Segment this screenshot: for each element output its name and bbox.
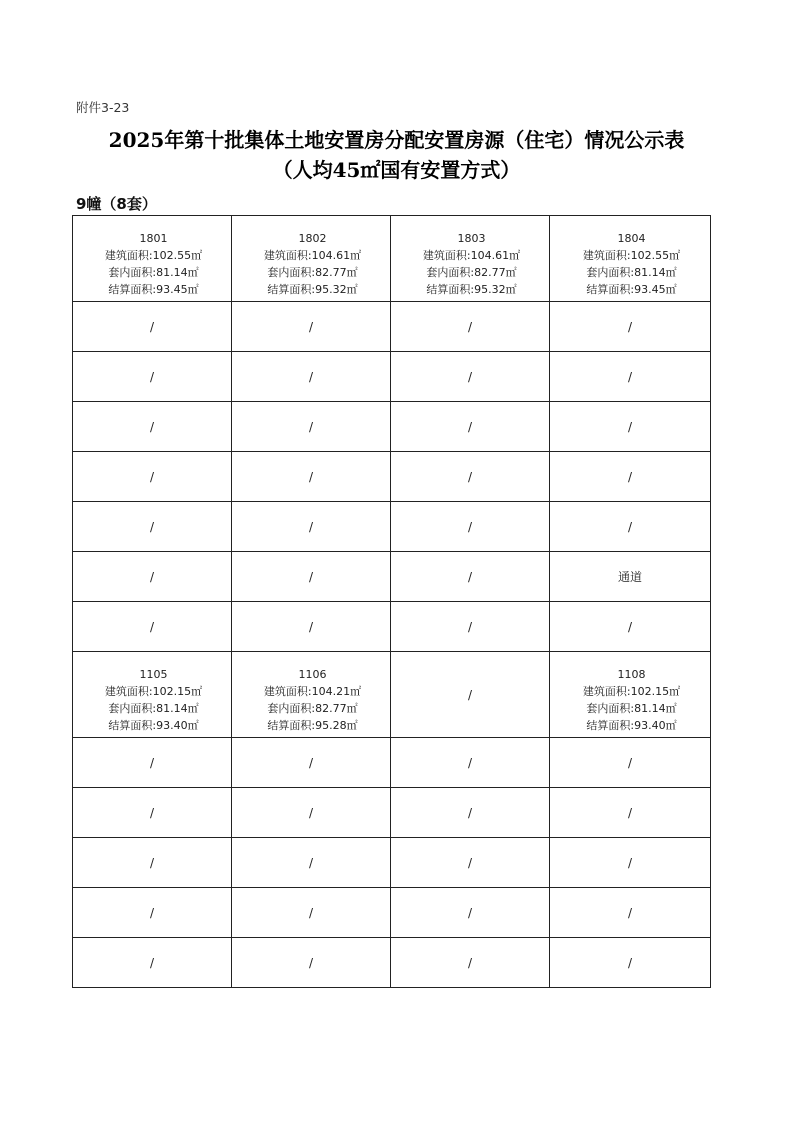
table-row (73, 888, 711, 938)
annex-label: 附件3-23 (76, 100, 130, 115)
slash-mark: / (467, 619, 473, 634)
building-label: 9幢（8套） (76, 195, 157, 213)
housing-table (72, 215, 711, 988)
slash-mark: / (308, 619, 314, 634)
table-row (73, 502, 711, 552)
empty-cell (550, 602, 711, 652)
table-row (73, 938, 711, 988)
table-row (73, 216, 711, 302)
unit-cell (73, 216, 232, 302)
empty-cell (550, 552, 711, 602)
table-row (73, 352, 711, 402)
empty-cell (391, 938, 550, 988)
empty-cell (232, 938, 391, 988)
empty-cell (391, 788, 550, 838)
unit-settle: 结算面积:93.40㎡ (586, 719, 677, 732)
empty-cell (232, 602, 391, 652)
slash-mark: / (627, 619, 633, 634)
slash-mark: / (308, 855, 314, 870)
empty-cell (391, 652, 550, 738)
slash-mark: / (308, 569, 314, 584)
slash-mark: / (308, 519, 314, 534)
empty-cell (73, 888, 232, 938)
unit-cell (232, 216, 391, 302)
empty-cell (391, 602, 550, 652)
empty-cell (391, 402, 550, 452)
slash-mark: / (308, 955, 314, 970)
page-title: 2025年第十批集体土地安置房分配安置房源（住宅）情况公示表 (108, 128, 685, 152)
slash-mark: / (308, 419, 314, 434)
unit-cell (73, 652, 232, 738)
empty-cell (550, 402, 711, 452)
unit-unit: 1801 (139, 232, 168, 245)
slash-mark: / (467, 955, 473, 970)
slash-mark: / (627, 805, 633, 820)
slash-mark: / (149, 619, 155, 634)
empty-cell (232, 302, 391, 352)
unit-settle: 结算面积:95.32㎡ (426, 283, 517, 296)
table-row (73, 738, 711, 788)
unit-cell (391, 216, 550, 302)
slash-mark: / (149, 805, 155, 820)
empty-cell (73, 938, 232, 988)
empty-cell (232, 738, 391, 788)
unit-info (232, 219, 390, 298)
table-row (73, 402, 711, 452)
unit-inner: 套内面积:81.14㎡ (108, 266, 199, 279)
slash-mark: / (467, 687, 473, 702)
cell-note: 通道 (617, 570, 642, 584)
empty-cell (550, 838, 711, 888)
slash-mark: / (308, 805, 314, 820)
empty-cell (550, 502, 711, 552)
table-row (73, 452, 711, 502)
unit-inner: 套内面积:81.14㎡ (586, 266, 677, 279)
slash-mark: / (627, 855, 633, 870)
unit-unit: 1105 (139, 668, 168, 681)
table-row (73, 602, 711, 652)
slash-mark: / (467, 519, 473, 534)
slash-mark: / (627, 755, 633, 770)
slash-mark: / (149, 519, 155, 534)
empty-cell (73, 788, 232, 838)
unit-gross: 建筑面积:102.55㎡ (104, 249, 203, 262)
unit-unit: 1802 (298, 232, 327, 245)
unit-cell (550, 652, 711, 738)
slash-mark: / (149, 419, 155, 434)
slash-mark: / (627, 469, 633, 484)
empty-cell (391, 302, 550, 352)
slash-mark: / (149, 569, 155, 584)
empty-cell (73, 502, 232, 552)
unit-settle: 结算面积:93.45㎡ (586, 283, 677, 296)
slash-mark: / (149, 955, 155, 970)
empty-cell (391, 502, 550, 552)
empty-cell (73, 402, 232, 452)
empty-cell (73, 602, 232, 652)
empty-cell (73, 738, 232, 788)
unit-info (550, 219, 710, 298)
slash-mark: / (149, 855, 155, 870)
empty-cell (550, 302, 711, 352)
unit-gross: 建筑面积:104.21㎡ (263, 685, 362, 698)
slash-mark: / (149, 319, 155, 334)
unit-settle: 结算面积:95.32㎡ (267, 283, 358, 296)
slash-mark: / (627, 369, 633, 384)
table-row (73, 788, 711, 838)
unit-gross: 建筑面积:102.15㎡ (104, 685, 203, 698)
slash-mark: / (627, 419, 633, 434)
empty-cell (391, 452, 550, 502)
unit-inner: 套内面积:81.14㎡ (586, 702, 677, 715)
slash-mark: / (149, 905, 155, 920)
empty-cell (232, 888, 391, 938)
empty-cell (232, 402, 391, 452)
unit-gross: 建筑面积:102.55㎡ (582, 249, 681, 262)
slash-mark: / (149, 369, 155, 384)
slash-mark: / (467, 319, 473, 334)
unit-cell (232, 652, 391, 738)
empty-cell (550, 788, 711, 838)
unit-gross: 建筑面积:102.15㎡ (582, 685, 681, 698)
unit-info (391, 219, 549, 298)
empty-cell (550, 452, 711, 502)
slash-mark: / (627, 905, 633, 920)
unit-inner: 套内面积:82.77㎡ (267, 266, 358, 279)
table-row (73, 302, 711, 352)
empty-cell (73, 302, 232, 352)
unit-unit: 1804 (617, 232, 646, 245)
empty-cell (550, 888, 711, 938)
empty-cell (232, 502, 391, 552)
empty-cell (232, 838, 391, 888)
unit-settle: 结算面积:95.28㎡ (267, 719, 358, 732)
slash-mark: / (149, 755, 155, 770)
empty-cell (550, 738, 711, 788)
slash-mark: / (308, 319, 314, 334)
unit-unit: 1106 (298, 668, 327, 681)
unit-settle: 结算面积:93.40㎡ (108, 719, 199, 732)
table-row (73, 552, 711, 602)
page-subtitle: （人均45㎡国有安置方式） (272, 158, 521, 182)
empty-cell (391, 888, 550, 938)
slash-mark: / (467, 905, 473, 920)
empty-cell (550, 938, 711, 988)
slash-mark: / (467, 419, 473, 434)
unit-info (73, 219, 231, 298)
slash-mark: / (467, 369, 473, 384)
slash-mark: / (308, 755, 314, 770)
slash-mark: / (627, 955, 633, 970)
slash-mark: / (627, 519, 633, 534)
unit-gross: 建筑面积:104.61㎡ (263, 249, 362, 262)
slash-mark: / (467, 755, 473, 770)
empty-cell (232, 788, 391, 838)
table-row (73, 838, 711, 888)
unit-info (73, 655, 231, 734)
slash-mark: / (308, 369, 314, 384)
empty-cell (391, 838, 550, 888)
empty-cell (232, 552, 391, 602)
empty-cell (391, 352, 550, 402)
empty-cell (73, 452, 232, 502)
slash-mark: / (308, 469, 314, 484)
slash-mark: / (149, 469, 155, 484)
empty-cell (391, 552, 550, 602)
empty-cell (232, 452, 391, 502)
empty-cell (232, 352, 391, 402)
empty-cell (391, 738, 550, 788)
empty-cell (73, 552, 232, 602)
unit-inner: 套内面积:82.77㎡ (426, 266, 517, 279)
unit-settle: 结算面积:93.45㎡ (108, 283, 199, 296)
unit-inner: 套内面积:81.14㎡ (108, 702, 199, 715)
unit-inner: 套内面积:82.77㎡ (267, 702, 358, 715)
unit-cell (550, 216, 711, 302)
unit-info (232, 655, 390, 734)
unit-unit: 1108 (617, 668, 646, 681)
slash-mark: / (467, 805, 473, 820)
slash-mark: / (467, 469, 473, 484)
slash-mark: / (467, 569, 473, 584)
empty-cell (73, 352, 232, 402)
slash-mark: / (308, 905, 314, 920)
unit-gross: 建筑面积:104.61㎡ (422, 249, 521, 262)
unit-unit: 1803 (457, 232, 486, 245)
empty-cell (550, 352, 711, 402)
table-row (73, 652, 711, 738)
housing-table-body (73, 216, 711, 988)
unit-info (550, 655, 710, 734)
empty-cell (73, 838, 232, 888)
slash-mark: / (467, 855, 473, 870)
slash-mark: / (627, 319, 633, 334)
